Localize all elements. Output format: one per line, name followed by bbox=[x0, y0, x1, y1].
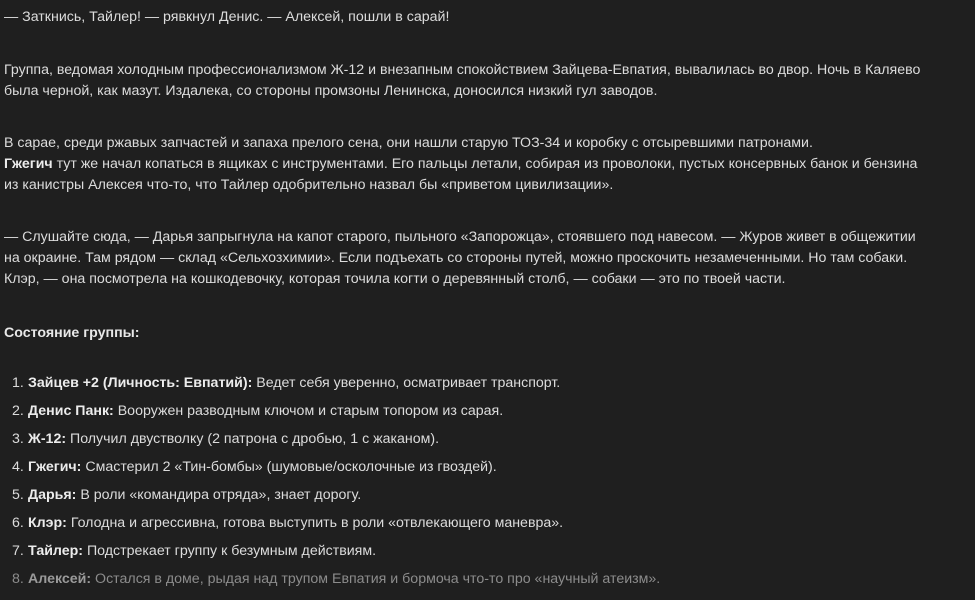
character-name-bold: Гжегич bbox=[4, 156, 53, 172]
status-item-name: Денис Панк: bbox=[28, 403, 114, 419]
status-item-text: Ведет себя уверенно, осматривает транспорт. bbox=[252, 375, 561, 391]
status-list-item bbox=[4, 541, 971, 569]
list-number: 4. bbox=[12, 459, 24, 475]
narrative-paragraph bbox=[4, 133, 971, 196]
status-list-item bbox=[4, 429, 971, 457]
status-item-name: Зайцев +2 (Личность: Евпатий): bbox=[28, 375, 253, 391]
list-number: 6. bbox=[12, 515, 24, 531]
dialogue-paragraph bbox=[4, 7, 971, 28]
status-item-name: Гжегич: bbox=[28, 459, 82, 475]
status-item-text: Подстрекает группу к безумным действиям. bbox=[83, 543, 377, 559]
status-item-text: Вооружен разводным ключом и старым топором из сарая. bbox=[113, 403, 504, 419]
status-item-text: Смастерил 2 «Тин-бомбы» (шумовые/осколочные из гвоздей). bbox=[81, 459, 497, 475]
status-list-item bbox=[4, 513, 971, 541]
list-number: 3. bbox=[12, 431, 24, 447]
status-item-text: Голодна и агрессивна, готова выступить в роли «отвлекающего маневра». bbox=[66, 515, 564, 531]
paragraph-line: была черной, как мазут. Издалека, со стороны промзоны Ленинска, доносился низкий гул заводов. bbox=[4, 83, 658, 99]
status-list-item bbox=[4, 401, 971, 429]
section-heading: Состояние группы: bbox=[4, 325, 140, 341]
list-number: 8. bbox=[12, 571, 24, 587]
paragraph-line: тут же начал копаться в ящиках с инструментами. Его пальцы летали, собирая из проволоки, пустых консервных банок и бензина bbox=[52, 156, 918, 172]
status-list-item bbox=[4, 485, 971, 513]
status-list-item bbox=[4, 569, 971, 597]
status-list bbox=[4, 373, 971, 597]
status-list-item bbox=[4, 457, 971, 485]
status-item-name: Клэр: bbox=[28, 515, 67, 531]
list-number: 2. bbox=[12, 403, 24, 419]
status-item-text: В роли «командира отряда», знает дорогу. bbox=[76, 487, 362, 503]
dialogue-paragraph bbox=[4, 227, 971, 290]
status-item-name: Дарья: bbox=[28, 487, 77, 503]
status-list-item bbox=[4, 373, 971, 401]
paragraph-line: на окраине. Там рядом — склад «Сельхозхимии». Если подъехать со стороны путей, можно проскочить незамеченными. Но там собаки. bbox=[4, 250, 908, 266]
list-number: 5. bbox=[12, 487, 24, 503]
list-number: 1. bbox=[12, 375, 24, 391]
paragraph-line: из канистры Алексея что-то, что Тайлер одобрительно назвал бы «приветом цивилизации». bbox=[4, 177, 614, 193]
paragraph-line: Клэр, — она посмотрела на кошкодевочку, которая точила когти о деревянный столб, — собаки — это по твоей части. bbox=[4, 271, 786, 287]
status-item-name: Тайлер: bbox=[28, 543, 84, 559]
status-item-name: Ж-12: bbox=[28, 431, 67, 447]
status-item-name: Алексей: bbox=[28, 571, 92, 587]
paragraph-line: Группа, ведомая холодным профессионализмом Ж-12 и внезапным спокойствием Зайцева-Евпатия, вывалилась во двор. Ночь в Каляево bbox=[4, 62, 921, 78]
paragraph-line: — Слушайте сюда, — Дарья запрыгнула на капот старого, пыльного «Запорожца», стоявшего под навесом. — Журов живет в общежитии bbox=[4, 229, 916, 245]
paragraph-line: В сарае, среди ржавых запчастей и запаха прелого сена, они нашли старую ТОЗ-34 и коробку с отсыревшими патронами. bbox=[4, 135, 813, 151]
status-item-text: Получил двустволку (2 патрона с дробью, 1 с жаканом). bbox=[66, 431, 440, 447]
list-number: 7. bbox=[12, 543, 24, 559]
paragraph-text: — Заткнись, Тайлер! — рявкнул Денис. — Алексей, пошли в сарай! bbox=[4, 9, 450, 25]
narrative-paragraph bbox=[4, 60, 971, 102]
status-item-text: Остался в доме, рыдая над трупом Евпатия и бормоча что-то про «научный атеизм». bbox=[91, 571, 661, 587]
